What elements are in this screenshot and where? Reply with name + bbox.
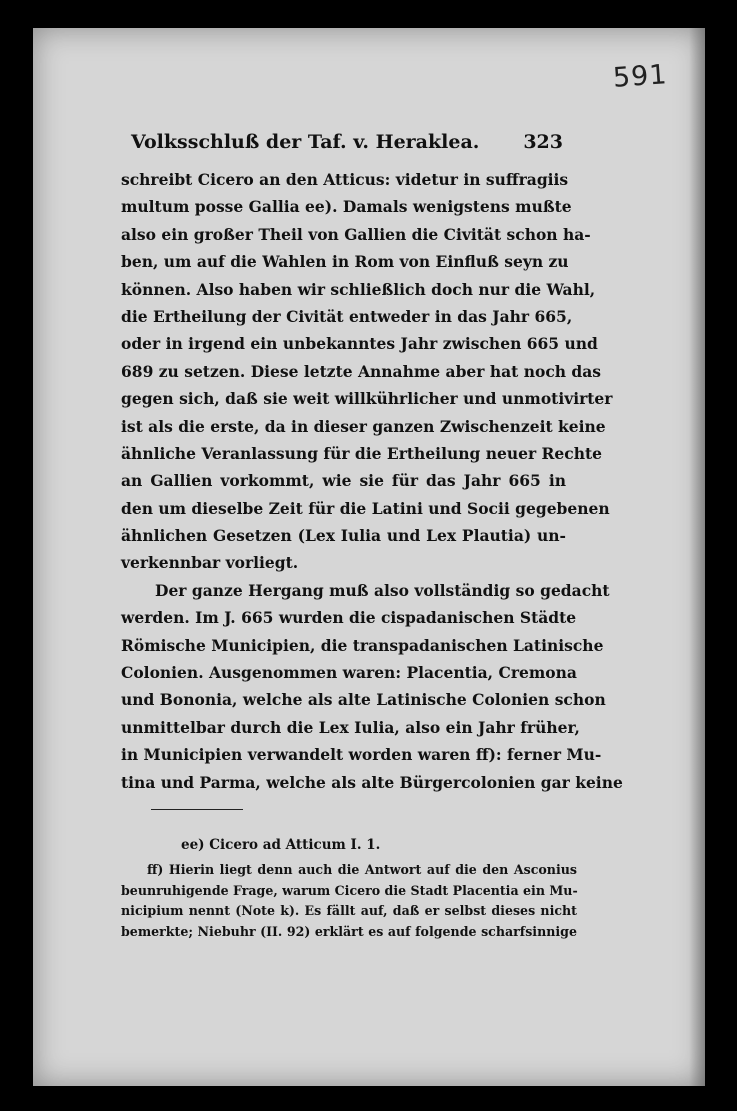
text-line: werden. Im J. 665 wurden die cispadanischen Städte	[121, 608, 577, 628]
text-line: Colonien. Ausgenommen waren: Placentia, Cremona	[121, 663, 577, 683]
running-title: Volksschluß der Taf. v. Heraklea.	[131, 131, 480, 153]
footnote-rule	[151, 809, 243, 810]
text-line: in Municipien verwandelt worden waren ff): ferner Mu-	[121, 745, 602, 765]
text-line: und Bononia, welche als alte Latinische Colonien schon	[121, 690, 606, 710]
text-line: multum posse Gallia ee). Damals wenigstens mußte	[121, 197, 572, 217]
text-line: können. Also haben wir schließlich doch nur die Wahl,	[121, 279, 596, 299]
handwritten-shelfmark: 591	[611, 59, 669, 94]
page-number: 323	[523, 131, 563, 153]
text-line: 689 zu setzen. Diese letzte Annahme aber hat noch das	[121, 361, 602, 381]
text-line: ähnliche Veranlassung für die Ertheilung neuer Rechte	[121, 443, 603, 463]
text-line: Römische Municipien, die transpadanischen Latinische	[121, 635, 604, 655]
text-line: den um dieselbe Zeit für die Latini und Socii gegebenen	[121, 498, 610, 518]
text-line: unmittelbar durch die Lex Iulia, also ein Jahr früher,	[121, 717, 580, 737]
text-line: tina und Parma, welche als alte Bürgercolonien gar keine	[121, 772, 623, 792]
footnote-ee: ee) Cicero ad Atticum I. 1.	[181, 837, 381, 853]
book-page	[33, 28, 705, 1086]
text-line: an Gallien vorkommt, wie sie für das Jahr 665 in	[121, 471, 566, 491]
text-line: die Ertheilung der Civität entweder in das Jahr 665,	[121, 306, 573, 326]
footnote-ff	[121, 860, 577, 942]
footnote-line: beunruhigende Frage, warum Cicero die Stadt Placentia ein Mu-	[121, 882, 578, 898]
text-line: schreibt Cicero an den Atticus: videtur in suffragiis	[121, 170, 569, 189]
footnote-line: nicipium nennt (Note k). Es fällt auf, daß er selbst dieses nicht	[121, 903, 577, 918]
text-line: oder in irgend ein unbekanntes Jahr zwischen 665 und	[121, 334, 598, 354]
text-line: also ein großer Theil von Gallien die Civität schon ha-	[121, 224, 591, 244]
text-line: ben, um auf die Wahlen in Rom von Einfluß seyn zu	[121, 252, 569, 272]
running-header	[131, 131, 563, 159]
text-line: gegen sich, daß sie weit willkührlicher und unmotivirter	[121, 389, 613, 409]
footnote-line: ff) Hierin liegt denn auch die Antwort auf die den Asconius	[147, 862, 577, 877]
text-line: Der ganze Hergang muß also vollständig so gedacht	[155, 580, 610, 600]
footnote-line: bemerkte; Niebuhr (II. 92) erklärt es auf folgende scharfsinnige	[121, 923, 577, 939]
body-text	[121, 166, 623, 796]
text-line: verkennbar vorliegt.	[121, 553, 299, 573]
text-line: ist als die erste, da in dieser ganzen Zwischenzeit keine	[121, 416, 606, 436]
text-line: ähnlichen Gesetzen (Lex Iulia und Lex Plautia) un-	[121, 526, 566, 546]
